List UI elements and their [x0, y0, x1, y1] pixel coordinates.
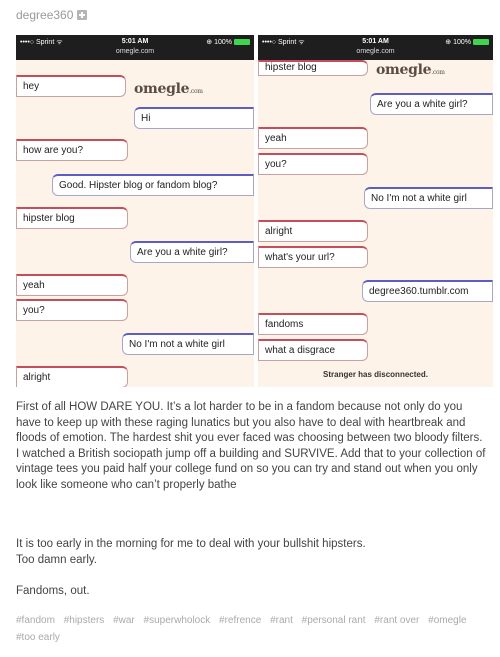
author-name[interactable]: degree360	[16, 8, 74, 22]
status-bar	[258, 35, 493, 60]
chat-message-you: what's your url?	[258, 246, 368, 268]
tag-link[interactable]: #hipsters	[63, 615, 105, 626]
tag-link[interactable]: #rant over	[374, 615, 420, 626]
battery-indicator: ⊕ 100%	[445, 38, 489, 46]
chat-message-stranger: Good. Hipster blog or fandom blog?	[52, 174, 254, 196]
tag-link[interactable]: #omegle	[428, 615, 467, 626]
chat-message-you: alright	[258, 220, 368, 242]
carrier-label: ••••○ Sprint ᯤ	[262, 39, 305, 46]
chat-message-you: hipster blog	[16, 207, 128, 229]
screenshot-right	[258, 35, 493, 387]
carrier-label: ••••○ Sprint ᯤ	[20, 39, 63, 46]
url-label: omegle.com	[356, 48, 395, 55]
status-bar	[16, 35, 254, 60]
tag-link[interactable]: #refrence	[219, 615, 262, 626]
tag-link[interactable]: #rant	[270, 615, 293, 626]
chat-message-you: hipster blog	[258, 60, 368, 76]
tag-link[interactable]: #fandom	[16, 615, 55, 626]
post-paragraph: Fandoms, out.	[16, 585, 90, 597]
chat-message-you: what a disgrace	[258, 339, 368, 361]
post-paragraph	[16, 537, 488, 568]
tag-link[interactable]: #war	[113, 615, 135, 626]
chat-message-stranger: No I'm not a white girl	[122, 333, 254, 355]
screenshot-left	[16, 35, 254, 387]
chat-message-stranger: Are you a white girl?	[130, 241, 254, 263]
chat-message-stranger: Hi	[134, 107, 254, 129]
omegle-logo: omegle.com	[376, 62, 445, 78]
tag-list	[16, 612, 486, 646]
follow-plus-icon[interactable]	[77, 10, 87, 20]
chat-message-you: hey	[16, 75, 126, 97]
time-label: 5:01 AM	[362, 38, 389, 45]
battery-icon	[234, 39, 250, 45]
chat-message-you: yeah	[258, 127, 368, 149]
tag-link[interactable]: #personal rant	[301, 615, 366, 626]
post-paragraph: First of all HOW DARE YOU. It’s a lot harder to be in a fandom because not only do you have to keep up with these raging lunatics but you also have to deal with heartbreak and floods of emotion. The hardest shit you ever faced was choosing between two bloody filters. I watched a British sociopath jump off a building and SURVIVE. Add that to your collection of vintage tees you paid half your college fund on so you can try and stand out when you only look like someone who can’t properly bathe	[16, 401, 486, 491]
chat-message-stranger: degree360.tumblr.com	[362, 280, 493, 302]
post-line: It is too early in the morning for me to deal with your bullshit hipsters.	[16, 538, 366, 550]
time-label: 5:01 AM	[121, 38, 149, 45]
post-author[interactable]	[16, 8, 87, 22]
disconnected-notice: Stranger has disconnected.	[323, 370, 428, 379]
chat-message-you: fandoms	[258, 313, 368, 335]
url-label: omegle.com	[115, 48, 155, 55]
chat-message-you: you?	[258, 153, 368, 175]
chat-message-you: how are you?	[16, 139, 128, 161]
post-line: Too damn early.	[16, 553, 97, 566]
chat-message-stranger: Are you a white girl?	[370, 93, 493, 115]
battery-indicator: ⊕ 100%	[206, 38, 250, 46]
battery-icon	[473, 39, 489, 45]
tag-link[interactable]: #superwholock	[143, 615, 211, 626]
chat-message-you: alright	[16, 366, 128, 387]
chat-message-stranger: No I'm not a white girl	[364, 187, 493, 209]
tag-link[interactable]: #too early	[16, 632, 60, 643]
chat-message-you: yeah	[16, 274, 128, 296]
omegle-logo: omegle.com	[134, 81, 203, 97]
chat-message-you: you?	[16, 299, 128, 321]
